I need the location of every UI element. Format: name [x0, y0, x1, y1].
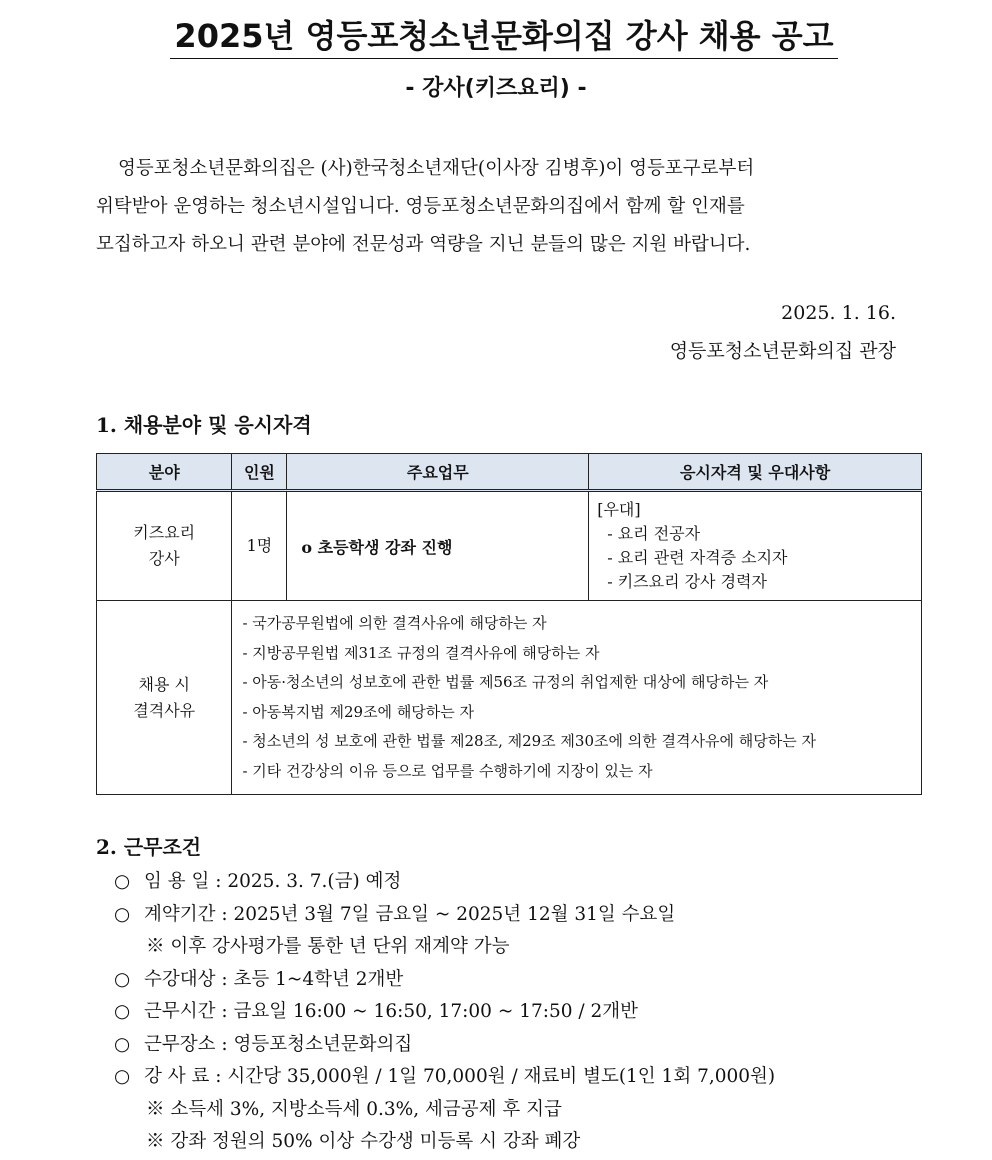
page-subtitle: - 강사(키즈요리) - [405, 76, 587, 101]
preference-title: [우대] [597, 500, 641, 519]
condition-item: ○ 근무시간 : 금요일 16:00 ~ 16:50, 17:00 ~ 17:50 / 2개반 [114, 996, 775, 1029]
disqualification-item: - 아동·청소년의 성보호에 관한 법률 제56조 규정의 취업제한 대상에 해당하는 자 [242, 673, 769, 691]
disqualification-item: - 지방공무원법 제31조 규정의 결격사유에 해당하는 자 [242, 643, 600, 662]
circle-bullet-icon: ○ [114, 871, 131, 892]
headcount-cell: 1명 [232, 491, 287, 601]
table-row [97, 601, 922, 795]
section-heading-conditions: 2. 근무조건 [96, 835, 202, 859]
circle-bullet-icon: ○ [114, 1033, 131, 1055]
preference-item: - 요리 관련 자격증 소지자 [607, 548, 788, 567]
section-heading-recruitment: 1. 채용분야 및 응시자격 [96, 413, 312, 437]
intro-line: 위탁받아 운영하는 청소년시설입니다. 영등포청소년문화의집에서 함께 할 인재를 [96, 196, 745, 217]
preference-item: - 키즈요리 강사 경력자 [607, 572, 767, 591]
table-header-row [97, 454, 922, 491]
announcement-date: 2025. 1. 16. [781, 302, 896, 324]
field-name: 키즈요리 [133, 523, 196, 542]
intro-line: 영등포청소년문화의집은 (사)한국청소년재단(이사장 김병후)이 영등포구로부터 [118, 158, 755, 179]
table-row [97, 491, 922, 601]
disqualification-item: - 청소년의 성 보호에 관한 법률 제28조, 제29조 제30조에 의한 결격사유에 해당하는 자 [242, 732, 816, 750]
condition-item: ○ 강 사 료 : 시간당 35,000원 / 1일 70,000원 / 재료비 별도(1인 1회 7,000원) [114, 1061, 775, 1094]
disqualification-list [232, 601, 922, 795]
disqualification-label: 결격사유 [133, 700, 196, 720]
table-header-cell: 주요업무 [287, 454, 589, 491]
disqualification-item: - 기타 건강상의 이유 등으로 업무를 수행하기에 지장이 있는 자 [242, 761, 653, 780]
circle-bullet-icon: ○ [114, 903, 131, 925]
disqualification-item: - 국가공무원법에 의한 결격사유에 해당하는 자 [242, 614, 547, 632]
table-header-cell: 응시자격 및 우대사항 [589, 454, 922, 491]
condition-note: ※ 강좌 정원의 50% 이상 수강생 미등록 시 강좌 폐강 [146, 1131, 581, 1152]
table-header-cell: 인원 [232, 454, 287, 491]
recruitment-table [96, 453, 922, 795]
preference-cell [589, 491, 922, 601]
circle-bullet-icon: ○ [114, 1001, 131, 1022]
work-conditions-list [114, 866, 775, 1159]
disqualification-label: 채용 시 [138, 674, 190, 694]
field-cell [97, 491, 232, 601]
condition-item: ○ 임 용 일 : 2025. 3. 7.(금) 예정 [114, 866, 775, 899]
circle-bullet-icon: ○ [114, 968, 131, 990]
issuer-name: 영등포청소년문화의집 관장 [669, 340, 896, 362]
condition-note: ※ 이후 강사평가를 통한 년 단위 재계약 가능 [146, 936, 510, 957]
condition-item: ○ 수강대상 : 초등 1~4학년 2개반 [114, 964, 775, 997]
condition-note: ※ 소득세 3%, 지방소득세 0.3%, 세금공제 후 지급 [146, 1098, 562, 1120]
main-duty-cell: o 초등학생 강좌 진행 [287, 491, 589, 601]
field-name: 강사 [148, 549, 180, 568]
disqualification-label-cell [97, 601, 232, 795]
page-title: 2025년 영등포청소년문화의집 강사 채용 공고 [170, 16, 838, 59]
intro-paragraph [96, 150, 896, 264]
preference-item: - 요리 전공자 [607, 524, 701, 543]
condition-item: ○ 근무장소 : 영등포청소년문화의집 [114, 1029, 775, 1062]
circle-bullet-icon: ○ [114, 1066, 131, 1087]
table-header-cell: 분야 [97, 454, 232, 491]
intro-line: 모집하고자 하오니 관련 분야에 전문성과 역량을 지닌 분들의 많은 지원 바랍니다. [96, 234, 751, 255]
disqualification-item: - 아동복지법 제29조에 해당하는 자 [242, 702, 475, 721]
condition-item: ○ 계약기간 : 2025년 3월 7일 금요일 ~ 2025년 12월 31일 수요일 [114, 899, 775, 932]
